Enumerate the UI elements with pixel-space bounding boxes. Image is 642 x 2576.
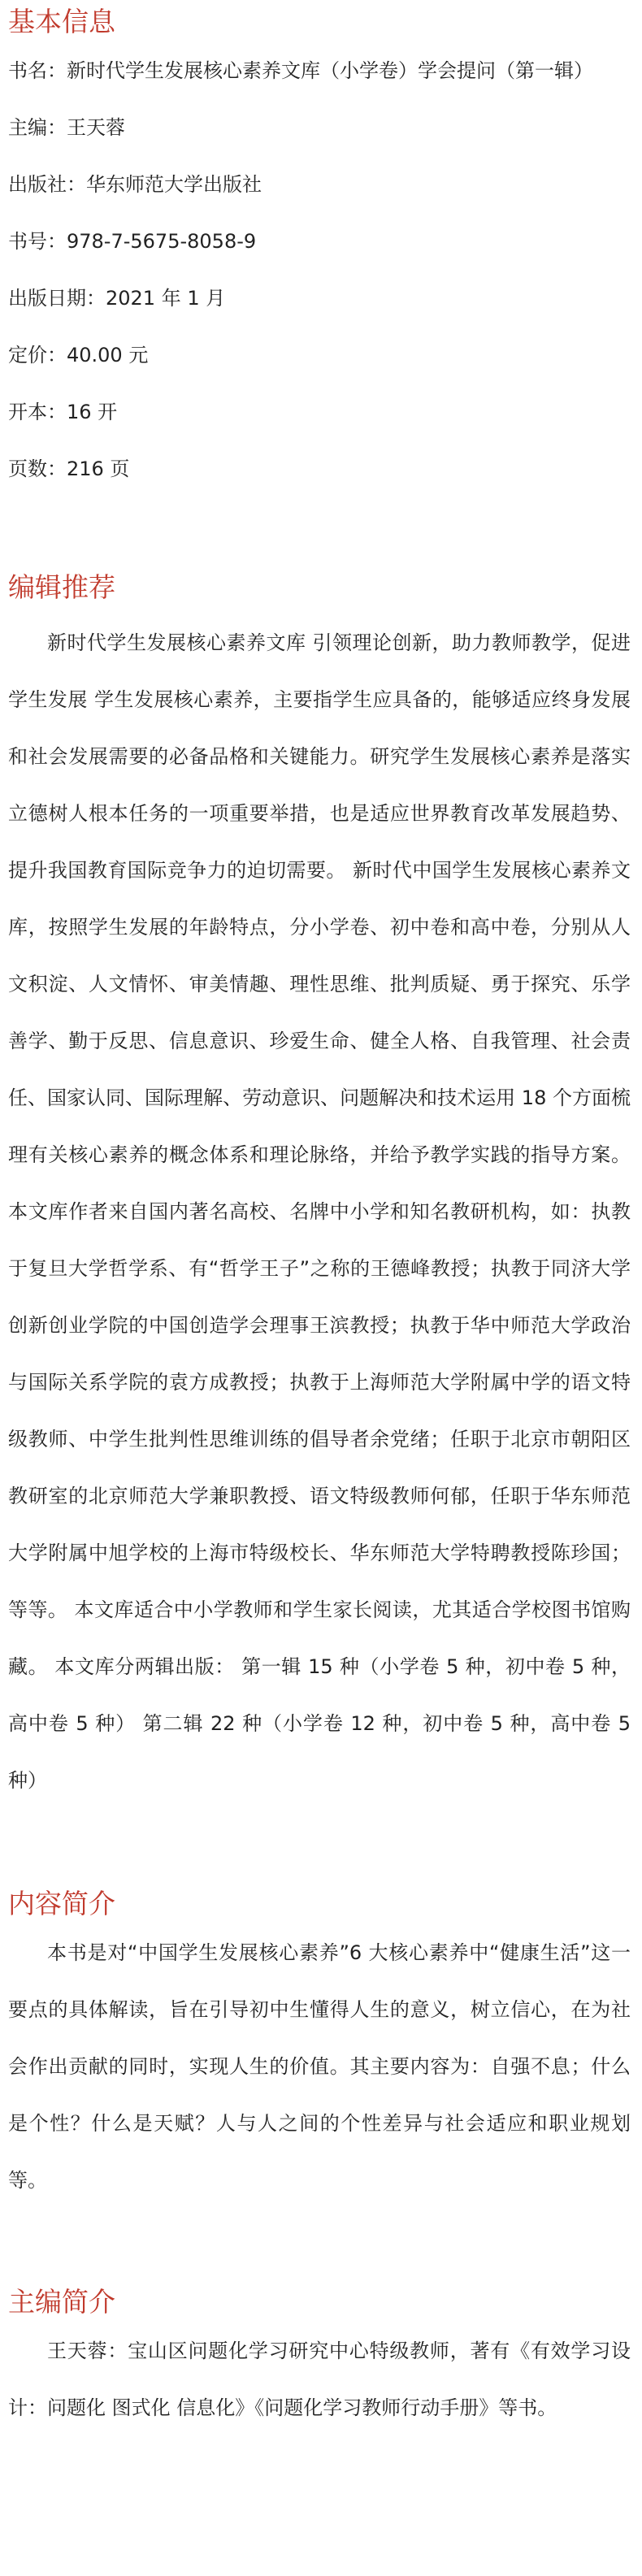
basic-info-list: [8, 42, 631, 497]
editor-recommendation-text: 新时代学生发展核心素养文库 引领理论创新，助力教师教学，促进学生发展 学生发展核心素养，主要指学生应具备的，能够适应终身发展和社会发展需要的必备品格和关键能力。研究学生发展核心素养是落实立德树人根本任务的一项重要举措，也是适应世界教育改革发展趋势、提升我国教育国际竞争力的迫切需要。 新时代中国学生发展核心素养文库，按照学生发展的年龄特点，分小学卷、初中卷和高中卷，分别从人文积淀、人文情怀、审美情趣、理性思维、批判质疑、勇于探究、乐学善学、勤于反思、信息意识、珍爱生命、健全人格、自我管理、社会责任、国家认同、国际理解、劳动意识、问题解决和技术运用 18 个方面梳理有关核心素养的概念体系和理论脉络，并给予教学实践的指导方案。 本文库作者来自国内著名高校、名牌中小学和知名教研机构，如：执教于复旦大学哲学系、有“哲学王子”之称的王德峰教授；执教于同济大学创新创业学院的中国创造学会理事王滨教授；执教于华中师范大学政治与国际关系学院的袁方成教授；执教于上海师范大学附属中学的语文特级教师、中学生批判性思维训练的倡导者余党绪；任职于北京市朝阳区教研室的北京师范大学兼职教授、语文特级教师何郁，任职于华东师范大学附属中旭学校的上海市特级校长、华东师范大学特聘教授陈珍国；等等。 本文库适合中小学教师和学生家长阅读，尤其适合学校图书馆购藏。 本文库分两辑出版： 第一辑 15 种（小学卷 5 种，初中卷 5 种，高中卷 5 种） 第二辑 22 种（小学卷 12 种，初中卷 5 种，高中卷 5 种）: [8, 631, 631, 1792]
content-summary-text: 本书是对“中国学生发展核心素养”6 大核心素养中“健康生活”这一要点的具体解读，旨在引导初中生懂得人生的意义，树立信心，在为社会作出贡献的同时，实现人生的价值。其主要内容为：自强不息；什么是个性？什么是天赋？人与人之间的个性差异与社会适应和职业规划等。: [8, 1941, 631, 2192]
basic-info-section: [8, 0, 631, 497]
info-row-title: 书名：新时代学生发展核心素养文库（小学卷）学会提问（第一辑）: [8, 59, 593, 82]
info-row-isbn: 书号：978-7-5675-8058-9: [8, 230, 257, 253]
author-intro-text: 王天蓉：宝山区问题化学习研究中心特级教师，著有《有效学习设计：问题化 图式化 信息化》《问题化学习教师行动手册》等书。: [8, 2340, 631, 2419]
author-intro-heading: 主编简介: [8, 2286, 115, 2318]
info-row-format: 开本：16 开: [8, 401, 118, 423]
editor-recommendation-section: [8, 567, 631, 1809]
info-row-pages: 页数：216 页: [8, 458, 130, 480]
info-row-publisher: 出版社：华东师范大学出版社: [8, 173, 262, 196]
content-summary-section: [8, 1884, 631, 2209]
info-row-price: 定价：40.00 元: [8, 344, 149, 366]
info-row-publish-date: 出版日期：2021 年 1 月: [8, 287, 226, 310]
basic-info-heading: 基本信息: [8, 6, 115, 37]
content-summary-heading: 内容简介: [8, 1888, 115, 1919]
info-row-editor: 主编：王天蓉: [8, 116, 125, 139]
editor-recommendation-heading: 编辑推荐: [8, 571, 115, 603]
author-intro-section: [8, 2282, 631, 2436]
